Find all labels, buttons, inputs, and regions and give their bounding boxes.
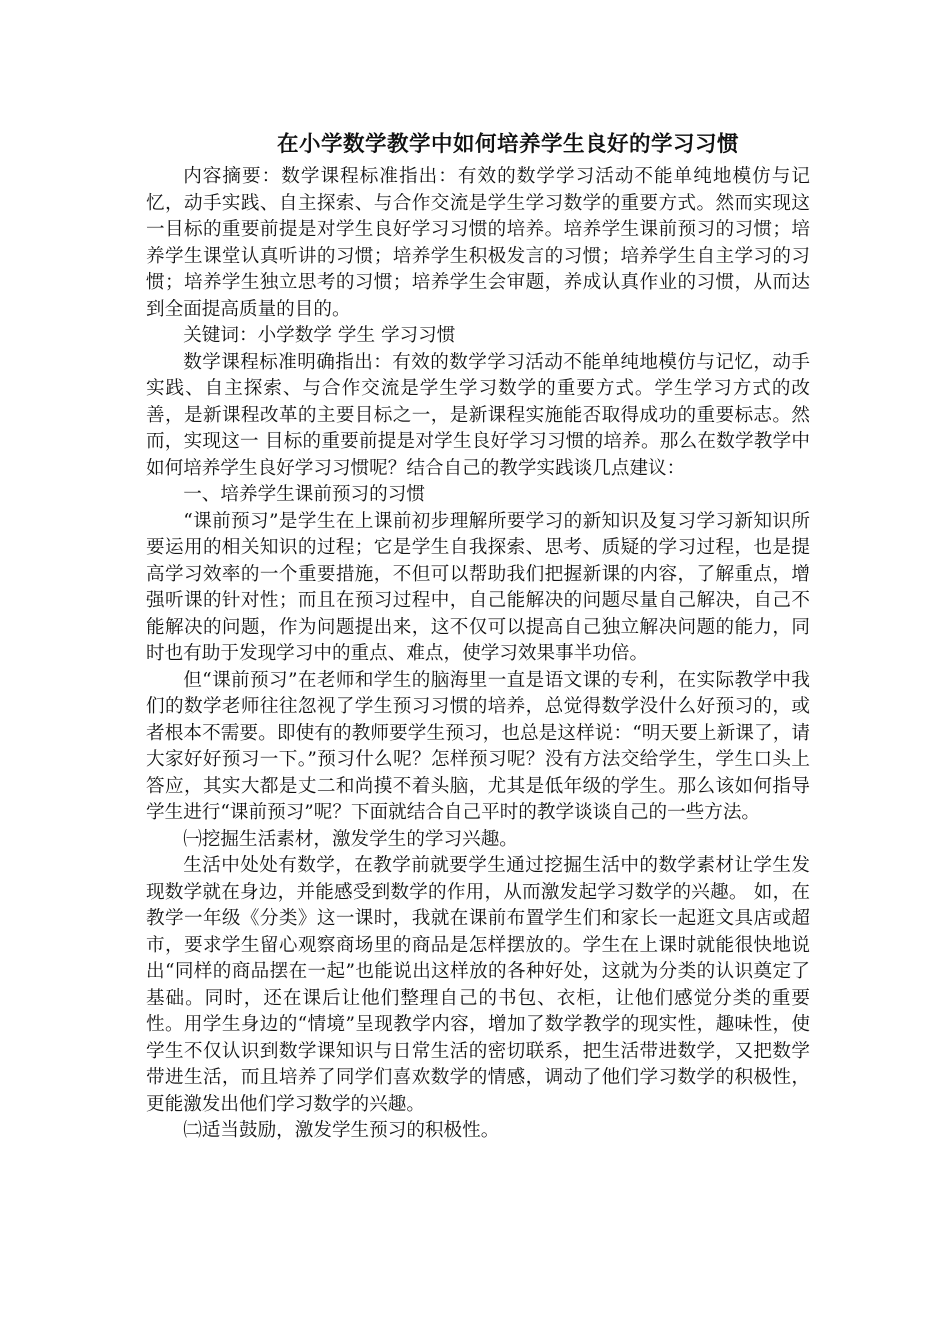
- subsection-1-heading: ㈠挖掘生活素材，激发学生的学习兴趣。: [183, 828, 518, 850]
- subsection-2-heading: ㈡适当鼓励，激发学生预习的积极性。: [183, 1120, 500, 1141]
- abstract-paragraph: 内容摘要：数学课程标准指出：有效的数学学习活动不能单纯地模仿与记忆，动手实践、自主探索、与合作交流是学生学习数学的重要方式。然而实现这一目标的重要前提是对学生良好学习习惯的培养。培养学生课前预习的习惯；培养学生课堂认真听讲的习惯；培养学生积极发言的习惯；培养学生自主学习的习惯；培养学生独立思考的习惯；培养学生会审题，养成认真作业的习惯，从而达到全面提高质量的目的。: [146, 166, 810, 320]
- section-1-paragraph-1: “课前预习”是学生在上课前初步理解所要学习的新知识及复习学习新知识所要运用的相关知识的过程；它是学生自我探索、思考、质疑的学习过程，也是提高学习效率的一个重要措施，不但可以帮助我们把握新课的内容，了解重点，增强听课的针对性；而且在预习过程中，自己能解决的问题尽量自己解决，自己不能解决的问题，作为问题提出来，这不仅可以提高自己独立解决问题的能力，同时也有助于发现学习中的重点、难点，使学习效果事半功倍。: [146, 510, 810, 664]
- section-1-paragraph-2: 但“课前预习”在老师和学生的脑海里一直是语文课的专利，在实际教学中我们的数学老师往往忽视了学生预习习惯的培养，总觉得数学没什么好预习的，或者根本不需要。即使有的教师要学生预习，也总是这样说：“明天要上新课了，请大家好好预习一下。”预习什么呢？怎样预习呢？没有方法交给学生，学生口头上答应，其实大都是丈二和尚摸不着头脑，尤其是低年级的学生。那么该如何指导学生进行“课前预习”呢？下面就结合自己平时的教学谈谈自己的一些方法。: [146, 669, 810, 823]
- section-1-heading: 一、培养学生课前预习的习惯: [183, 484, 425, 505]
- keywords-line: 关键词：小学数学 学生 学习习惯: [183, 325, 456, 346]
- document-page: [146, 130, 810, 1145]
- intro-paragraph: 数学课程标准明确指出：有效的数学学习活动不能单纯地模仿与记忆，动手实践、自主探索、与合作交流是学生学习数学的重要方式。学生学习方式的改善，是新课程改革的主要目标之一，是新课程实施能否取得成功的重要标志。然而，实现这一 目标的重要前提是对学生良好学习习惯的培养。那么在数学教学中如何培养学生良好学习习惯呢？结合自己的教学实践谈几点建议：: [146, 351, 810, 479]
- subsection-1-paragraph: 生活中处处有数学，在教学前就要学生通过挖掘生活中的数学素材让学生发现数学就在身边，并能感受到数学的作用，从而激发起学习数学的兴趣。 如，在教学一年级《分类》这一课时，我就在课前布置学生们和家长一起逛文具店或超市，要求学生留心观察商场里的商品是怎样摆放的。学生在上课时就能很快地说出“同样的商品摆在一起”也能说出这样放的各种好处，这就为分类的认识奠定了基础。同时，还在课后让他们整理自己的书包、衣柜，让他们感觉分类的重要性。用学生身边的“情境”呈现教学内容，增加了数学教学的现实性，趣味性，使学生不仅认识到数学课知识与日常生活的密切联系，把生活带进数学，又把数学带进生活，而且培养了同学们喜欢数学的情感，调动了他们学习数学的积极性，更能激发出他们学习数学的兴趣。: [146, 855, 810, 1115]
- document-title: 在小学数学教学中如何培养学生良好的学习习惯: [276, 132, 739, 157]
